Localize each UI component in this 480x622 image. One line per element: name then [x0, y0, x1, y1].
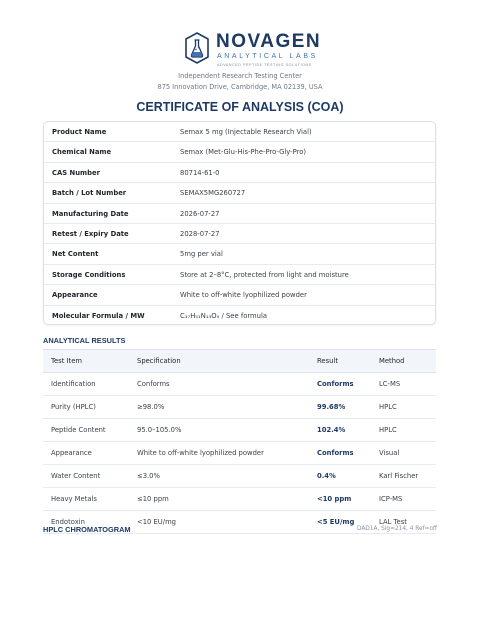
- info-value: Semax 5 mg (Injectable Research Vial): [180, 128, 312, 136]
- table-row: [43, 488, 436, 511]
- info-row-chemical-name: [44, 142, 435, 162]
- specification: 95.0–105.0%: [129, 419, 309, 442]
- info-row-batch-number: [44, 183, 435, 203]
- result: 0.4%: [309, 465, 371, 488]
- info-label: Net Content: [52, 250, 99, 259]
- info-label: Chemical Name: [52, 148, 112, 157]
- test-item: Identification: [43, 373, 129, 396]
- info-label: Batch / Lot Number: [52, 189, 127, 198]
- analytical-results-heading: ANALYTICAL RESULTS: [43, 336, 126, 345]
- table-header-row: [43, 350, 436, 373]
- method: Karl Fischer: [371, 465, 436, 488]
- specification: White to off-white lyophilized powder: [129, 442, 309, 465]
- info-label: Molecular Formula / MW: [52, 311, 145, 320]
- method: LAL Test: [371, 511, 436, 534]
- lab-logo: [184, 30, 324, 70]
- specification: Conforms: [129, 373, 309, 396]
- flask-icon: [184, 32, 210, 64]
- table-row: [43, 442, 436, 465]
- info-value: Store at 2–8°C, protected from light and moisture: [180, 270, 349, 279]
- specification: ≥98.0%: [129, 396, 309, 419]
- analytical-results-table: [43, 349, 436, 534]
- result: <10 ppm: [309, 488, 371, 511]
- info-value: 2026-07-27: [180, 209, 220, 218]
- test-item: Appearance: [43, 442, 129, 465]
- column-header: Method: [371, 350, 436, 373]
- info-label: Appearance: [52, 291, 98, 300]
- lab-name: Independent Research Testing Center: [178, 72, 302, 80]
- specification: <10 EU/mg: [129, 511, 309, 534]
- result: Conforms: [309, 373, 371, 396]
- method: ICP-MS: [371, 488, 436, 511]
- info-row-expiry-date: [44, 224, 435, 244]
- info-label: CAS Number: [52, 168, 100, 177]
- brand-subtitle: ANALYTICAL LABS: [217, 53, 318, 60]
- info-row-manufacturing-date: [44, 204, 435, 224]
- test-item: Water Content: [43, 465, 129, 488]
- info-value: 80714-61-0: [180, 168, 220, 177]
- table-row: [43, 419, 436, 442]
- info-value: 5mg per vial: [180, 250, 223, 259]
- table-row: [43, 396, 436, 419]
- info-value: C₃₇H₅₁N₁₃O₉ / See formula: [180, 311, 268, 320]
- hplc-signal-note: DAD1A, Sig=214, 4 Ref=off: [356, 526, 437, 532]
- info-value: Semax (Met-Glu-His-Phe-Pro-Gly-Pro): [180, 148, 307, 157]
- method: Visual: [371, 442, 436, 465]
- brand-tagline: ADVANCED PEPTIDE TESTING SOLUTIONS: [217, 63, 312, 67]
- info-label: Manufacturing Date: [52, 209, 129, 218]
- result: 99.68%: [309, 396, 371, 419]
- hplc-chromatogram-heading: HPLC CHROMATOGRAM: [43, 525, 131, 534]
- info-label: Retest / Expiry Date: [52, 229, 129, 238]
- method: HPLC: [371, 396, 436, 419]
- info-row-appearance: [44, 285, 435, 305]
- info-row-storage-conditions: [44, 265, 435, 285]
- result: Conforms: [309, 442, 371, 465]
- info-label: Storage Conditions: [52, 270, 126, 279]
- info-label: Product Name: [52, 128, 107, 136]
- test-item: Heavy Metals: [43, 488, 129, 511]
- brand-name: NOVAGEN: [216, 31, 322, 52]
- specification: ≤10 ppm: [129, 488, 309, 511]
- info-row-molecular-formula: [44, 306, 435, 325]
- method: HPLC: [371, 419, 436, 442]
- result: 102.4%: [309, 419, 371, 442]
- info-value: White to off-white lyophilized powder: [180, 291, 307, 300]
- info-row-product-name: [44, 122, 435, 142]
- result: <5 EU/mg: [309, 511, 371, 534]
- lab-address: 875 Innovation Drive, Cambridge, MA 02139, USA: [157, 83, 323, 91]
- product-info-table: [43, 121, 436, 325]
- table-row: [43, 465, 436, 488]
- column-header: Specification: [129, 350, 309, 373]
- test-item: Peptide Content: [43, 419, 129, 442]
- info-row-net-content: [44, 244, 435, 264]
- info-row-cas-number: [44, 163, 435, 183]
- info-value: 2028-07-27: [180, 229, 220, 238]
- test-item: Purity (HPLC): [43, 396, 129, 419]
- method: LC-MS: [371, 373, 436, 396]
- document-title: CERTIFICATE OF ANALYSIS (COA): [136, 100, 344, 114]
- column-header: Result: [309, 350, 371, 373]
- info-value: SEMAX5MG260727: [180, 189, 246, 198]
- specification: ≤3.0%: [129, 465, 309, 488]
- column-header: Test Item: [43, 350, 129, 373]
- test-item: Endotoxin: [43, 511, 129, 534]
- table-row: [43, 373, 436, 396]
